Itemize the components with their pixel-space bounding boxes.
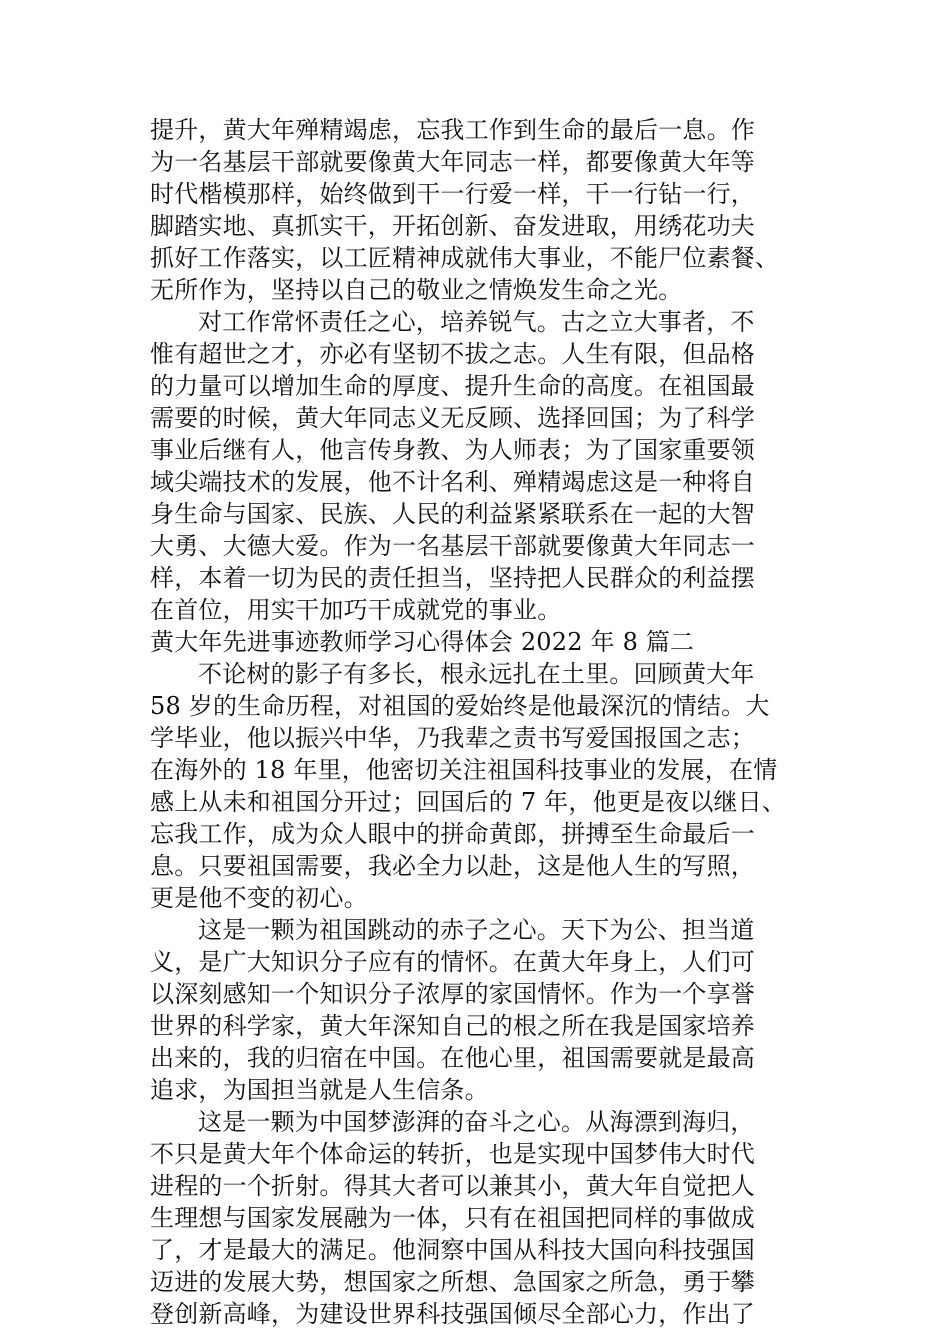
text-line: 以深刻感知一个知识分子浓厚的家国情怀。作为一个享誉	[150, 980, 755, 1008]
text-line: 忘我工作，成为众人眼中的拼命黄郎，拼搏至生命最后一	[150, 820, 755, 848]
text-line: 事业后继有人，他言传身教、为人师表；为了国家重要领	[150, 436, 755, 464]
text-line: 惟有超世之才，亦必有坚韧不拔之志。人生有限，但品格	[150, 340, 755, 368]
text-line: 抓好工作落实，以工匠精神成就伟大事业，不能尸位素餐、	[150, 244, 780, 272]
text-line: 58 岁的生命历程，对祖国的爱始终是他最深沉的情结。大	[150, 692, 770, 720]
text-line: 对工作常怀责任之心，培养锐气。古之立大事者，不	[198, 308, 755, 336]
text-line: 进程的一个折射。得其大者可以兼其小，黄大年自觉把人	[150, 1172, 755, 1200]
document-body	[150, 114, 805, 1330]
text-line: 生理想与国家发展融为一体，只有在祖国把同样的事做成	[150, 1204, 755, 1232]
text-line: 大勇、大德大爱。作为一名基层干部就要像黄大年同志一	[150, 532, 755, 560]
text-line: 义，是广大知识分子应有的情怀。在黄大年身上，人们可	[150, 948, 755, 976]
text-line: 息。只要祖国需要，我必全力以赴，这是他人生的写照，	[150, 852, 755, 880]
text-line: 学毕业，他以振兴中华，乃我辈之责书写爱国报国之志；	[150, 724, 755, 752]
text-line: 域尖端技术的发展，他不计名利、殚精竭虑这是一种将自	[150, 468, 755, 496]
text-line: 需要的时候，黄大年同志义无反顾、选择回国；为了科学	[150, 404, 755, 432]
text-line: 时代楷模那样，始终做到干一行爱一样，干一行钻一行，	[150, 180, 755, 208]
text-line: 提升，黄大年殚精竭虑，忘我工作到生命的最后一息。作	[150, 116, 755, 144]
text-line: 不只是黄大年个体命运的转折，也是实现中国梦伟大时代	[150, 1140, 755, 1168]
text-line: 这是一颗为中国梦澎湃的奋斗之心。从海漂到海归，	[198, 1108, 755, 1136]
text-line: 在海外的 18 年里，他密切关注祖国科技事业的发展，在情	[150, 756, 778, 784]
text-line: 登创新高峰，为建设世界科技强国倾尽全部心力，作出了	[150, 1300, 755, 1328]
text-line: 为一名基层干部就要像黄大年同志一样，都要像黄大年等	[150, 148, 755, 176]
text-line: 世界的科学家，黄大年深知自己的根之所在我是国家培养	[150, 1012, 755, 1040]
text-line: 迈进的发展大势，想国家之所想、急国家之所急，勇于攀	[150, 1268, 755, 1296]
text-line: 出来的，我的归宿在中国。在他心里，祖国需要就是最高	[150, 1044, 755, 1072]
text-line: 在首位，用实干加巧干成就党的事业。	[150, 596, 562, 624]
text-line: 无所作为，坚持以自己的敬业之情焕发生命之光。	[150, 276, 683, 304]
text-line: 样，本着一切为民的责任担当，坚持把人民群众的利益摆	[150, 564, 755, 592]
text-line: 了，才是最大的满足。他洞察中国从科技大国向科技强国	[150, 1236, 755, 1264]
text-line: 追求，为国担当就是人生信条。	[150, 1076, 489, 1104]
text-line: 不论树的影子有多长，根永远扎在土里。回顾黄大年	[198, 660, 755, 688]
text-line: 这是一颗为祖国跳动的赤子之心。天下为公、担当道	[198, 916, 755, 944]
text-line: 更是他不变的初心。	[150, 884, 368, 912]
text-line: 的力量可以增加生命的厚度、提升生命的高度。在祖国最	[150, 372, 755, 400]
text-line: 感上从未和祖国分开过；回国后的 7 年，他更是夜以继日、	[150, 788, 787, 816]
text-line: 身生命与国家、民族、人民的利益紧紧联系在一起的大智	[150, 500, 755, 528]
text-line: 脚踏实地、真抓实干，开拓创新、奋发进取，用绣花功夫	[150, 212, 755, 240]
text-line: 黄大年先进事迹教师学习心得体会 2022 年 8 篇二	[150, 628, 695, 656]
